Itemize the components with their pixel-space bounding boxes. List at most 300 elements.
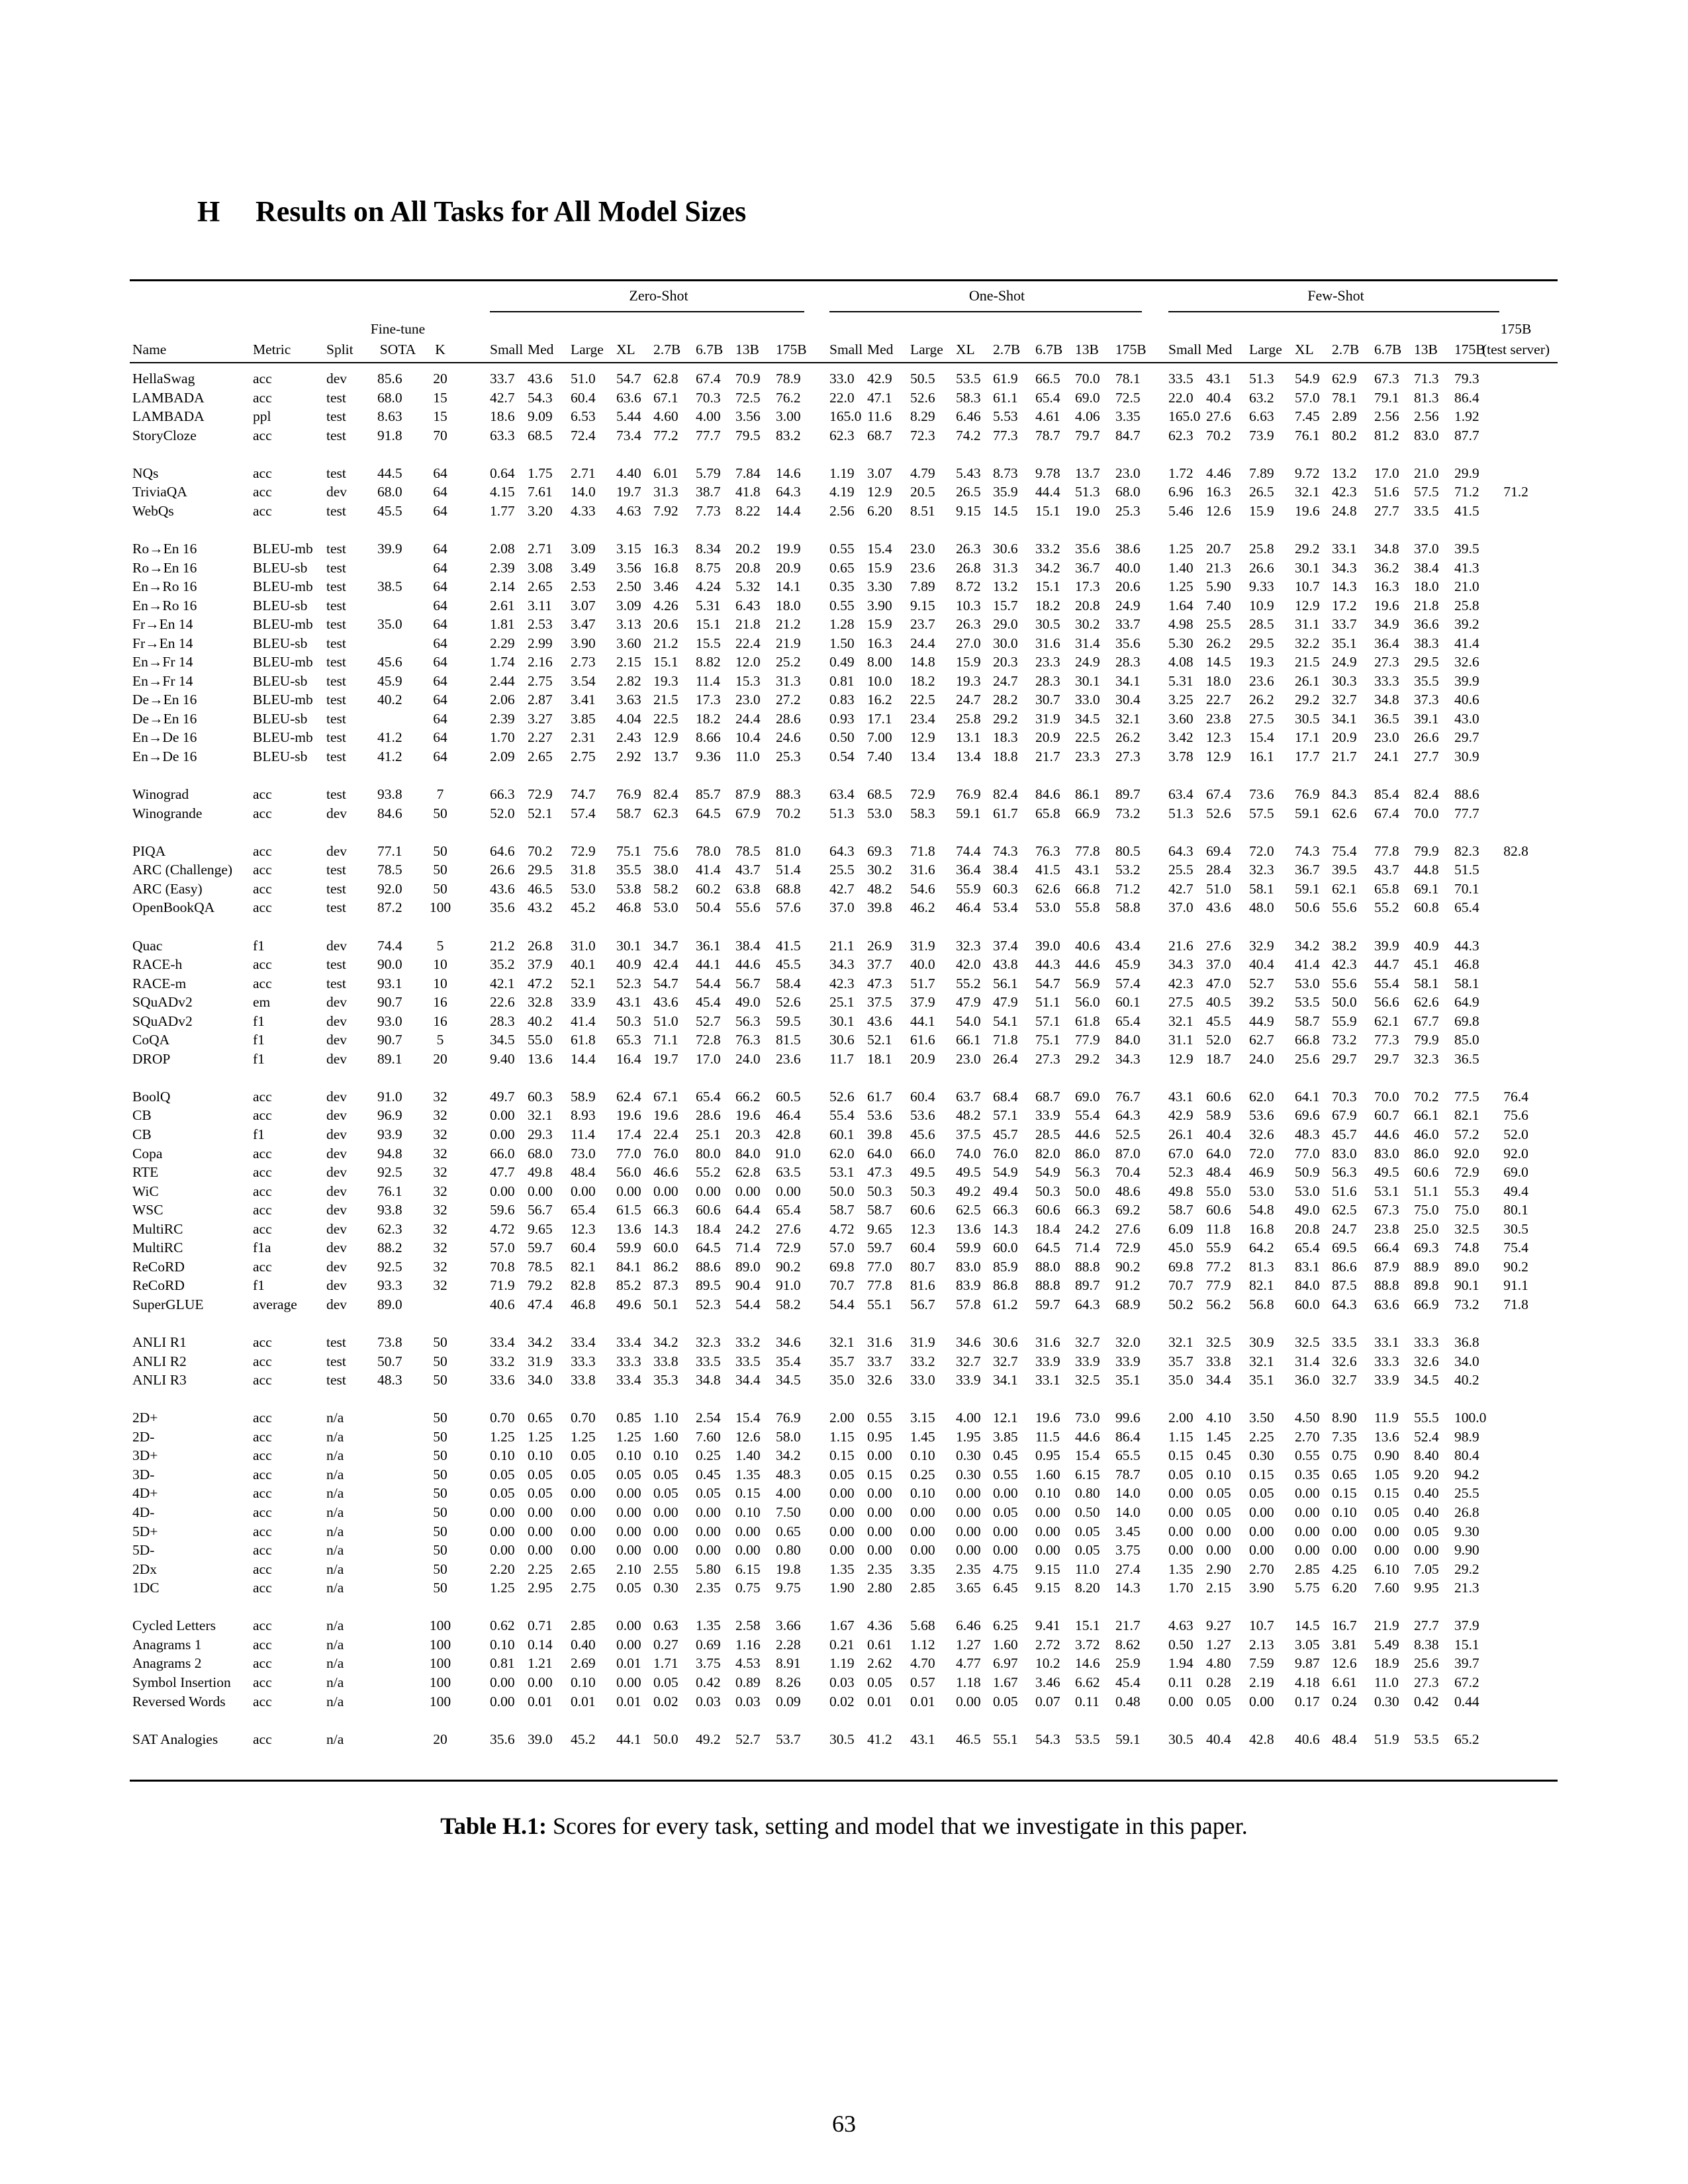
row-one-value: 0.95: [1035, 1447, 1060, 1464]
row-few-value: 42.7: [1168, 880, 1194, 897]
row-few-value: 40.4: [1206, 389, 1231, 406]
row-one-value: 19.3: [956, 672, 981, 689]
row-zero-value: 25.3: [776, 749, 801, 764]
row-zero-value: 44.1: [696, 956, 721, 973]
row-few-value: 67.4: [1206, 786, 1231, 803]
row-one-value: 43.8: [993, 956, 1018, 973]
row-zero-value: 33.3: [571, 1353, 596, 1369]
row-few-value: 1.92: [1454, 408, 1479, 425]
row-zero-value: 67.4: [696, 371, 721, 387]
row-task-name: PIQA: [132, 842, 166, 859]
row-few-value: 39.1: [1414, 710, 1439, 727]
row-zero-value: 20.3: [735, 1126, 761, 1142]
row-few-value: 33.1: [1332, 540, 1357, 557]
row-zero-value: 0.00: [490, 1542, 515, 1559]
row-one-value: 1.90: [829, 1580, 855, 1596]
row-few-value: 84.3: [1332, 786, 1357, 803]
row-zero-value: 78.0: [696, 842, 721, 859]
row-few-value: 1.64: [1168, 597, 1194, 614]
row-zero-value: 22.6: [490, 994, 515, 1011]
row-one-value: 31.6: [1035, 635, 1060, 651]
row-k: 50: [433, 1410, 447, 1426]
row-few-value: 5.90: [1206, 578, 1231, 595]
header-size: 2.7B: [653, 341, 681, 357]
row-one-value: 14.3: [993, 1220, 1018, 1237]
row-few-value: 32.6: [1454, 654, 1479, 670]
row-one-value: 3.15: [910, 1410, 935, 1426]
row-zero-value: 54.7: [616, 371, 641, 387]
row-few-value: 45.5: [1206, 1013, 1231, 1029]
row-zero-value: 47.7: [490, 1164, 515, 1181]
row-few-value: 5.49: [1374, 1636, 1399, 1653]
row-one-value: 0.01: [910, 1693, 935, 1709]
row-zero-value: 59.5: [776, 1013, 801, 1029]
row-few-value: 98.9: [1454, 1428, 1479, 1445]
row-one-value: 32.5: [1075, 1372, 1100, 1388]
row-zero-value: 2.65: [571, 1561, 596, 1577]
row-one-value: 54.4: [829, 1296, 855, 1312]
row-zero-value: 33.4: [616, 1334, 641, 1351]
row-split: test: [326, 578, 346, 595]
row-one-value: 70.4: [1115, 1164, 1141, 1181]
row-few-value: 78.1: [1332, 389, 1357, 406]
row-one-value: 14.6: [1075, 1655, 1100, 1672]
row-few-value: 82.1: [1454, 1107, 1479, 1124]
row-zero-value: 0.40: [571, 1636, 596, 1653]
header-size: 13B: [735, 341, 759, 357]
row-few-value: 36.2: [1374, 559, 1399, 576]
row-one-value: 63.4: [829, 786, 855, 803]
row-metric: acc: [253, 1580, 272, 1596]
row-one-value: 59.7: [1035, 1296, 1060, 1312]
row-few-value: 86.4: [1454, 389, 1479, 406]
row-one-value: 0.10: [910, 1485, 935, 1502]
row-task-name: WSC: [132, 1202, 164, 1218]
row-one-value: 2.35: [867, 1561, 892, 1577]
row-zero-value: 53.0: [653, 899, 679, 916]
row-one-value: 55.1: [993, 1731, 1018, 1747]
row-zero-value: 0.42: [696, 1674, 721, 1690]
row-zero-value: 18.2: [696, 710, 721, 727]
row-k: 15: [433, 389, 447, 406]
row-one-value: 32.6: [867, 1372, 892, 1388]
row-one-value: 60.0: [993, 1240, 1018, 1256]
row-one-value: 89.7: [1075, 1277, 1100, 1294]
row-few-value: 3.90: [1249, 1580, 1274, 1596]
header-size: 6.7B: [696, 341, 724, 357]
row-one-value: 59.1: [956, 805, 981, 821]
row-few-value: 21.6: [1168, 937, 1194, 954]
row-metric: acc: [253, 805, 272, 821]
row-few-value: 77.2: [1206, 1258, 1231, 1275]
row-few-value: 52.4: [1414, 1428, 1439, 1445]
row-one-value: 57.1: [1035, 1013, 1060, 1029]
row-one-value: 43.1: [1075, 862, 1100, 878]
row-few-value: 32.6: [1332, 1353, 1357, 1369]
row-task-name: CB: [132, 1107, 152, 1124]
row-one-value: 48.2: [956, 1107, 981, 1124]
row-sota: 41.2: [377, 749, 402, 764]
row-task-name: CoQA: [132, 1032, 170, 1048]
row-few-value: 58.1: [1454, 975, 1479, 991]
row-metric: acc: [253, 1485, 272, 1502]
row-task-name: ARC (Challenge): [132, 862, 233, 878]
row-zero-value: 34.4: [735, 1372, 761, 1388]
row-few-value: 15.9: [1249, 502, 1274, 519]
row-task-name: RTE: [132, 1164, 159, 1181]
row-one-value: 70.0: [1075, 371, 1100, 387]
row-one-value: 50.0: [829, 1183, 855, 1199]
row-zero-value: 0.63: [653, 1617, 679, 1634]
row-one-value: 0.35: [829, 578, 855, 595]
row-one-value: 61.8: [1075, 1013, 1100, 1029]
row-few-value: 29.2: [1454, 1561, 1479, 1577]
row-few-value: 32.3: [1249, 862, 1274, 878]
row-split: n/a: [326, 1561, 344, 1577]
row-few-value: 39.5: [1332, 862, 1357, 878]
row-zero-value: 4.04: [616, 710, 641, 727]
row-few-value: 50.0: [1332, 994, 1357, 1011]
row-sota: 40.2: [377, 692, 402, 708]
row-k: 32: [433, 1202, 447, 1218]
table-caption: [0, 1812, 1688, 1840]
row-one-value: 20.3: [993, 654, 1018, 670]
row-zero-value: 0.10: [735, 1504, 761, 1520]
row-one-value: 23.0: [1115, 465, 1141, 481]
row-few-value: 32.1: [1168, 1013, 1194, 1029]
row-zero-value: 1.77: [490, 502, 515, 519]
row-k: 64: [433, 692, 447, 708]
row-one-value: 35.6: [1115, 635, 1141, 651]
row-zero-value: 0.00: [735, 1183, 761, 1199]
row-zero-value: 26.6: [490, 862, 515, 878]
row-few-value: 53.5: [1295, 994, 1320, 1011]
row-one-value: 65.5: [1115, 1447, 1141, 1464]
row-one-value: 66.1: [956, 1032, 981, 1048]
row-few-value: 60.8: [1414, 899, 1439, 916]
row-zero-value: 1.71: [653, 1655, 679, 1672]
row-zero-value: 9.75: [776, 1580, 801, 1596]
row-few-value: 33.5: [1414, 502, 1439, 519]
row-k: 64: [433, 597, 447, 614]
row-one-value: 31.4: [1075, 635, 1100, 651]
row-sota: 92.0: [377, 880, 402, 897]
row-one-value: 42.7: [829, 880, 855, 897]
row-zero-value: 6.53: [571, 408, 596, 425]
header-size: Small: [490, 341, 524, 357]
row-one-value: 0.00: [993, 1542, 1018, 1559]
row-zero-value: 21.2: [490, 937, 515, 954]
row-zero-value: 8.93: [571, 1107, 596, 1124]
row-few-value: 87.5: [1332, 1277, 1357, 1294]
row-one-value: 55.1: [867, 1296, 892, 1312]
row-zero-value: 0.62: [490, 1617, 515, 1634]
row-few-value: 2.70: [1295, 1428, 1320, 1445]
row-few-value: 21.8: [1414, 597, 1439, 614]
row-split: test: [326, 654, 346, 670]
row-zero-value: 3.09: [571, 540, 596, 557]
row-few-value: 17.1: [1295, 729, 1320, 746]
row-few-value: 29.9: [1454, 465, 1479, 481]
row-metric: acc: [253, 1164, 272, 1181]
row-few-value: 36.4: [1374, 635, 1399, 651]
row-few-value: 165.0: [1168, 408, 1201, 425]
row-few-value: 16.3: [1374, 578, 1399, 595]
row-few-value: 33.5: [1168, 371, 1194, 387]
row-zero-value: 2.65: [528, 578, 553, 595]
row-few-value: 5.46: [1168, 502, 1194, 519]
row-zero-value: 25.1: [696, 1126, 721, 1142]
row-few-value: 12.9: [1206, 749, 1231, 764]
row-one-value: 30.6: [993, 1334, 1018, 1351]
row-one-value: 66.3: [1075, 1202, 1100, 1218]
row-split: test: [326, 465, 346, 481]
header-server-sub: (test server): [1481, 341, 1550, 357]
row-few-value: 25.8: [1454, 597, 1479, 614]
row-sota: 88.2: [377, 1240, 402, 1256]
row-zero-value: 15.1: [696, 616, 721, 633]
header-size: Large: [910, 341, 943, 357]
row-zero-value: 68.0: [528, 1145, 553, 1161]
row-few-value: 49.5: [1374, 1164, 1399, 1181]
row-one-value: 26.9: [867, 937, 892, 954]
row-k: 64: [433, 635, 447, 651]
row-zero-value: 67.1: [653, 389, 679, 406]
row-one-value: 56.9: [1075, 975, 1100, 991]
row-one-value: 83.0: [956, 1258, 981, 1275]
row-metric: em: [253, 994, 271, 1011]
row-one-value: 13.2: [993, 578, 1018, 595]
row-one-value: 0.07: [1035, 1693, 1060, 1709]
row-one-value: 57.1: [993, 1107, 1018, 1124]
row-one-value: 18.2: [1035, 597, 1060, 614]
row-few-value: 15.4: [1249, 729, 1274, 746]
row-few-value: 24.1: [1374, 749, 1399, 764]
row-zero-value: 89.5: [696, 1277, 721, 1294]
row-zero-value: 11.4: [571, 1126, 595, 1142]
row-one-value: 66.3: [993, 1202, 1018, 1218]
row-few-value: 80.4: [1454, 1447, 1479, 1464]
row-one-value: 64.0: [867, 1145, 892, 1161]
row-one-value: 0.49: [829, 654, 855, 670]
row-few-value: 76.1: [1295, 427, 1320, 443]
row-one-value: 9.41: [1035, 1617, 1060, 1634]
row-task-name: En→Fr 14: [132, 654, 193, 670]
row-zero-value: 35.5: [616, 862, 641, 878]
row-few-value: 10.9: [1249, 597, 1274, 614]
row-one-value: 74.0: [956, 1145, 981, 1161]
row-zero-value: 2.28: [776, 1636, 801, 1653]
row-one-value: 15.1: [1035, 502, 1060, 519]
row-one-value: 14.0: [1115, 1485, 1141, 1502]
row-few-value: 6.20: [1332, 1580, 1357, 1596]
row-zero-value: 3.09: [616, 597, 641, 614]
row-zero-value: 18.6: [490, 408, 515, 425]
row-one-value: 64.3: [829, 842, 855, 859]
row-sota: 68.0: [377, 389, 402, 406]
row-zero-value: 76.3: [735, 1032, 761, 1048]
row-one-value: 20.9: [910, 1050, 935, 1067]
row-few-value: 8.40: [1414, 1447, 1439, 1464]
row-split: test: [326, 786, 346, 803]
row-one-value: 25.9: [1115, 1655, 1141, 1672]
row-few-value: 53.5: [1414, 1731, 1439, 1747]
row-one-value: 55.4: [1075, 1107, 1100, 1124]
header-split: Split: [326, 341, 353, 357]
row-metric: acc: [253, 484, 272, 500]
row-one-value: 1.19: [829, 465, 855, 481]
row-few-value: 0.00: [1295, 1523, 1320, 1539]
row-metric: f1: [253, 1277, 265, 1294]
row-zero-value: 1.35: [696, 1617, 721, 1634]
row-split: n/a: [326, 1466, 344, 1482]
row-one-value: 54.9: [1035, 1164, 1060, 1181]
row-split: dev: [326, 994, 348, 1011]
row-zero-value: 1.10: [653, 1410, 679, 1426]
row-k: 64: [433, 710, 447, 727]
row-zero-value: 9.36: [696, 749, 721, 764]
row-one-value: 62.5: [956, 1202, 981, 1218]
row-split: n/a: [326, 1410, 344, 1426]
row-one-value: 10.3: [956, 597, 981, 614]
row-one-value: 86.4: [1115, 1428, 1141, 1445]
row-one-value: 0.00: [910, 1504, 935, 1520]
row-one-value: 35.9: [993, 484, 1018, 500]
row-few-value: 17.7: [1295, 749, 1320, 764]
row-few-value: 0.28: [1206, 1674, 1231, 1690]
row-one-value: 33.0: [910, 1372, 935, 1388]
row-zero-value: 16.4: [616, 1050, 641, 1067]
row-one-value: 44.6: [1075, 1428, 1100, 1445]
row-metric: BLEU-sb: [253, 635, 308, 651]
row-zero-value: 76.2: [776, 389, 801, 406]
row-one-value: 9.15: [1035, 1561, 1060, 1577]
row-task-name: De→En 16: [132, 692, 197, 708]
row-few-value: 83.0: [1414, 427, 1439, 443]
row-one-value: 78.7: [1115, 1466, 1141, 1482]
row-few-value: 0.00: [1168, 1485, 1194, 1502]
row-one-value: 0.00: [1035, 1504, 1060, 1520]
row-zero-value: 2.09: [490, 749, 515, 764]
row-one-value: 3.45: [1115, 1523, 1141, 1539]
row-one-value: 2.56: [829, 502, 855, 519]
row-zero-value: 13.7: [653, 749, 679, 764]
row-metric: acc: [253, 1674, 272, 1690]
row-few-value: 32.5: [1295, 1334, 1320, 1351]
row-one-value: 30.0: [993, 635, 1018, 651]
row-one-value: 64.3: [1115, 1107, 1141, 1124]
row-few-value: 1.05: [1374, 1466, 1399, 1482]
row-zero-value: 60.4: [571, 389, 596, 406]
row-one-value: 72.9: [910, 786, 935, 803]
group-underline: [490, 311, 804, 312]
row-zero-value: 0.00: [528, 1674, 553, 1690]
row-one-value: 0.55: [867, 1410, 892, 1426]
row-metric: acc: [253, 880, 272, 897]
row-zero-value: 31.3: [776, 672, 801, 689]
row-one-value: 0.45: [993, 1447, 1018, 1464]
row-zero-value: 2.54: [696, 1410, 721, 1426]
row-one-value: 66.5: [1035, 371, 1060, 387]
row-few-value: 27.7: [1414, 749, 1439, 764]
row-metric: BLEU-sb: [253, 710, 308, 727]
row-few-value: 2.19: [1249, 1674, 1274, 1690]
row-one-value: 0.65: [829, 559, 855, 576]
row-zero-value: 27.6: [776, 1220, 801, 1237]
row-few-value: 2.85: [1295, 1561, 1320, 1577]
row-k: 50: [433, 842, 447, 859]
row-few-value: 3.05: [1295, 1636, 1320, 1653]
row-few-value: 94.2: [1454, 1466, 1479, 1482]
row-few-value: 39.2: [1454, 616, 1479, 633]
row-metric: acc: [253, 502, 272, 519]
row-zero-value: 0.00: [776, 1183, 801, 1199]
row-one-value: 60.4: [910, 1088, 935, 1105]
row-one-value: 39.0: [1035, 937, 1060, 954]
row-zero-value: 43.6: [528, 371, 553, 387]
row-metric: acc: [253, 389, 272, 406]
row-few-value: 40.6: [1454, 692, 1479, 708]
row-zero-value: 2.75: [571, 1580, 596, 1596]
row-one-value: 11.0: [1075, 1561, 1100, 1577]
row-one-value: 30.4: [1115, 692, 1141, 708]
row-sota: 8.63: [377, 408, 402, 425]
row-one-value: 53.6: [867, 1107, 892, 1124]
row-zero-value: 2.55: [653, 1561, 679, 1577]
row-one-value: 5.43: [956, 465, 981, 481]
row-zero-value: 3.60: [616, 635, 641, 651]
row-one-value: 8.51: [910, 502, 935, 519]
row-few-value: 0.00: [1295, 1542, 1320, 1559]
row-zero-value: 0.05: [653, 1674, 679, 1690]
row-task-name: Winogrande: [132, 805, 203, 821]
header-size: Med: [867, 341, 894, 357]
row-zero-value: 34.7: [653, 937, 679, 954]
row-one-value: 30.7: [1035, 692, 1060, 708]
row-zero-value: 29.5: [528, 862, 553, 878]
row-sota: 93.8: [377, 786, 402, 803]
row-few-value: 65.4: [1295, 1240, 1320, 1256]
row-metric: BLEU-mb: [253, 692, 313, 708]
row-zero-value: 3.56: [735, 408, 761, 425]
header-size: XL: [616, 341, 635, 357]
row-zero-value: 1.25: [490, 1580, 515, 1596]
row-few-value: 27.5: [1168, 994, 1194, 1011]
row-one-value: 18.2: [910, 672, 935, 689]
row-one-value: 5.53: [993, 408, 1018, 425]
row-zero-value: 60.5: [776, 1088, 801, 1105]
row-few-value: 89.0: [1454, 1258, 1479, 1275]
row-few-value: 56.3: [1332, 1164, 1357, 1181]
row-server-value: 69.0: [1503, 1164, 1528, 1181]
row-sota: 50.7: [377, 1353, 402, 1369]
row-few-value: 1.35: [1168, 1561, 1194, 1577]
row-split: dev: [326, 1126, 348, 1142]
row-one-value: 31.6: [867, 1334, 892, 1351]
row-one-value: 65.8: [1035, 805, 1060, 821]
row-zero-value: 7.73: [696, 502, 721, 519]
row-zero-value: 0.00: [571, 1523, 596, 1539]
row-k: 50: [433, 1542, 447, 1559]
row-few-value: 4.25: [1332, 1561, 1357, 1577]
row-few-value: 79.9: [1414, 1032, 1439, 1048]
row-few-value: 25.0: [1414, 1220, 1439, 1237]
row-zero-value: 33.3: [616, 1353, 641, 1369]
row-zero-value: 54.7: [653, 975, 679, 991]
row-few-value: 55.6: [1332, 899, 1357, 916]
row-few-value: 100.0: [1454, 1410, 1487, 1426]
row-zero-value: 90.4: [735, 1277, 761, 1294]
